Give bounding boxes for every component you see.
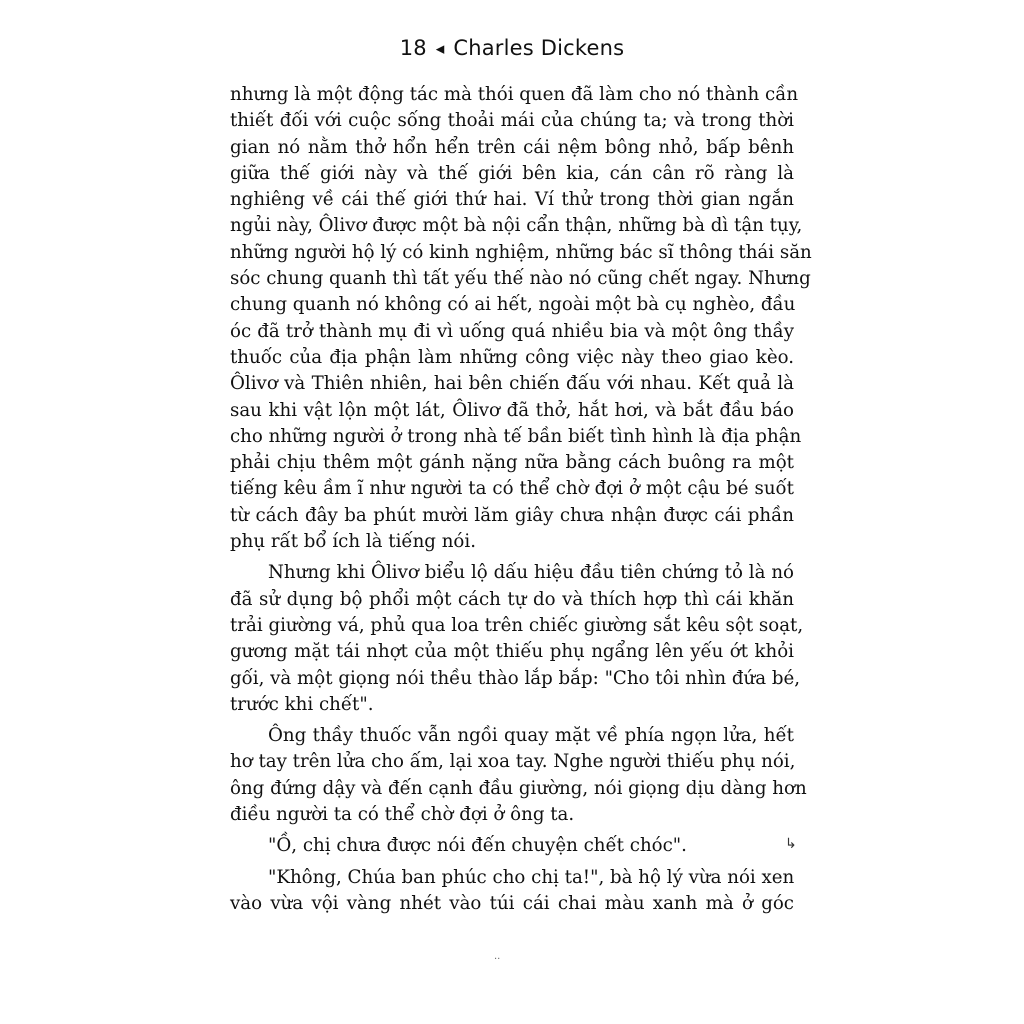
- text-line: trước khi chết".: [230, 693, 374, 715]
- text-line: vào vừa vội vàng nhét vào túi cái chai màu xanh mà ở góc: [230, 892, 794, 914]
- text-line: nghiêng về cái thế giới thứ hai. Ví thử trong thời gian ngắn: [230, 189, 794, 211]
- text-line: "Ồ, chị chưa được nói đến chuyện chết chóc".: [268, 835, 687, 857]
- paragraph: [230, 723, 807, 828]
- text-line: giữa thế giới này và thế giới bên kia, cán cân rõ ràng là: [230, 162, 794, 184]
- text-line: những người hộ lý có kinh nghiệm, những bác sĩ thông thái săn: [230, 241, 812, 263]
- text-line: óc đã trở thành mụ đi vì uống quá nhiều bia và một ông thầy: [230, 320, 794, 342]
- scan-mark-icon: ↳: [785, 836, 797, 852]
- text-line: Nhưng khi Ôlivơ biểu lộ dấu hiệu đầu tiên chứng tỏ là nó: [268, 562, 794, 584]
- left-arrow-icon: ◂: [435, 39, 445, 59]
- text-line: ông đứng dậy và đến cạnh đầu giường, nói giọng dịu dàng hơn: [230, 777, 807, 799]
- text-line: "Không, Chúa ban phúc cho chị ta!", bà hộ lý vừa nói xen: [268, 866, 795, 888]
- text-line: ngủi này, Ôlivơ được một bà nội cẩn thận, những bà dì tận tụy,: [230, 215, 803, 237]
- running-head: [0, 34, 1024, 63]
- text-line: nhưng là một động tác mà thói quen đã làm cho nó thành cần: [230, 84, 799, 105]
- text-line: từ cách đây ba phút mười lăm giây chưa nhận được cái phần: [230, 504, 794, 526]
- text-line: thiết đối với cuộc sống thoải mái của chúng ta; và trong thời: [230, 110, 794, 132]
- body-text: [230, 82, 812, 917]
- text-line: gian nó nằm thở hổn hển trên cái nệm bông nhỏ, bấp bênh: [230, 136, 794, 158]
- paragraph: [230, 865, 794, 918]
- text-line: tiếng kêu ầm ĩ như người ta có thể chờ đợi ở một cậu bé suốt: [230, 478, 794, 500]
- text-line: sau khi vật lộn một lát, Ôlivơ đã thở, hắt hơi, và bắt đầu báo: [230, 399, 794, 421]
- paragraph: [230, 560, 804, 718]
- text-line: gương mặt tái nhợt của một thiếu phụ ngẩng lên yếu ớt khỏi: [230, 641, 794, 663]
- paragraph: [230, 833, 794, 859]
- text-line: thuốc của địa phận làm những công việc này theo giao kèo.: [230, 346, 794, 368]
- author-name: Charles Dickens: [453, 36, 625, 60]
- text-line: cho những người ở trong nhà tế bần biết tình hình là địa phận: [230, 425, 802, 447]
- text-line: phải chịu thêm một gánh nặng nữa bằng cách buông ra một: [230, 452, 794, 474]
- text-line: trải giường vá, phủ qua loa trên chiếc giường sắt kêu sột soạt,: [230, 614, 804, 636]
- text-line: sóc chung quanh thì tất yếu thế nào nó cũng chết ngay. Nhưng: [230, 268, 811, 290]
- text-line: gối, và một giọng nói thều thào lắp bắp: "Cho tôi nhìn đứa bé,: [230, 667, 801, 689]
- page-number: 18: [399, 36, 427, 60]
- paragraph: [230, 82, 812, 555]
- text-line: Ôlivơ và Thiên nhiên, hai bên chiến đấu với nhau. Kết quả là: [230, 373, 794, 395]
- text-line: Ông thầy thuốc vẫn ngồi quay mặt về phía ngọn lửa, hết: [268, 725, 794, 747]
- text-line: chung quanh nó không có ai hết, ngoài một bà cụ nghèo, đầu: [230, 294, 796, 316]
- text-line: điều người ta có thể chờ đợi ở ông ta.: [230, 804, 575, 826]
- text-line: hơ tay trên lửa cho ấm, lại xoa tay. Nghe người thiếu phụ nói,: [230, 751, 796, 773]
- text-line: phụ rất bổ ích là tiếng nói.: [230, 531, 476, 553]
- text-line: đã sử dụng bộ phổi một cách tự do và thích hợp thì cái khăn: [230, 588, 794, 610]
- scan-dots-icon: ··: [494, 954, 501, 965]
